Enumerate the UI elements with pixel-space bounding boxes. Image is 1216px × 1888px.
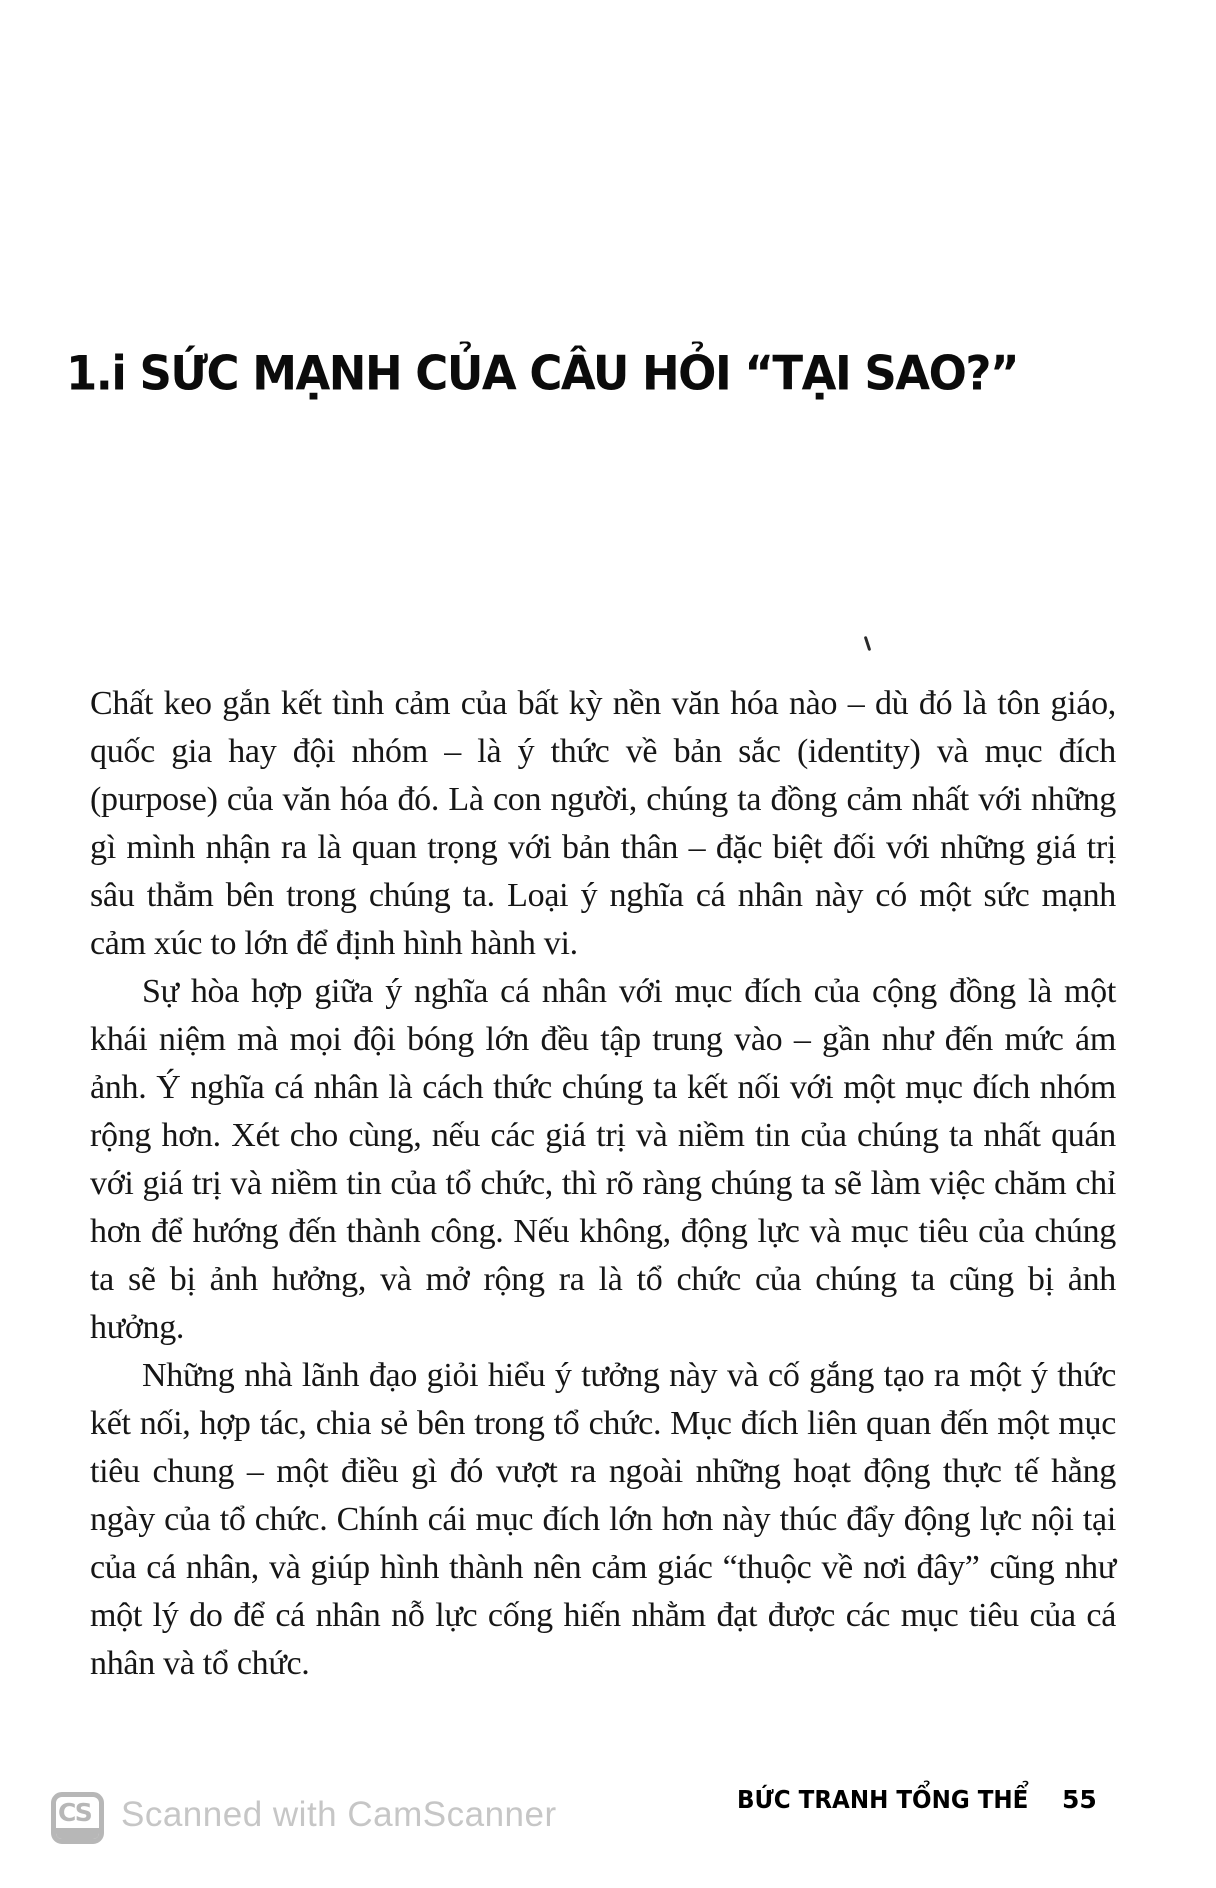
camscanner-logo-icon <box>51 1792 104 1844</box>
footer-running-title: BỨC TRANH TỔNG THỂ <box>737 1785 1029 1814</box>
camscanner-watermark-label: Scanned with CamScanner <box>121 1795 557 1834</box>
body-paragraph: Những nhà lãnh đạo giỏi hiểu ý tưởng này và cố gắng tạo ra một ý thức kết nối, hợp tác, chia sẻ bên trong tổ chức. Mục đích liên quan đến một mục tiêu chung – một điều gì đó vượt ra ngoài những hoạt động thực tế hằng ngày của tổ chức. Chính cái mục đích lớn hơn này thúc đẩy động lực nội tại của cá nhân, và giúp hình thành nên cảm giác “thuộc về nơi đây” cũng như một lý do để cá nhân nỗ lực cống hiến nhằm đạt được các mục tiêu của cá nhân và tổ chức. <box>90 1357 1116 1682</box>
body-paragraph: Sự hòa hợp giữa ý nghĩa cá nhân với mục đích của cộng đồng là một khái niệm mà mọi đội bóng lớn đều tập trung vào – gần như đến mức ám ảnh. Ý nghĩa cá nhân là cách thức chúng ta kết nối với một mục đích nhóm rộng hơn. Xét cho cùng, nếu các giá trị và niềm tin của chúng ta nhất quán với giá trị và niềm tin của tổ chức, thì rõ ràng chúng ta sẽ làm việc chăm chỉ hơn để hướng đến thành công. Nếu không, động lực và mục tiêu của chúng ta sẽ bị ảnh hưởng, và mở rộng ra là tổ chức của chúng ta cũng bị ảnh hưởng. <box>90 973 1116 1346</box>
camscanner-logo-bar <box>56 1828 99 1839</box>
footer-page-number: 55 <box>1062 1785 1097 1814</box>
body-text-block <box>90 680 1116 1688</box>
camscanner-logo-text: CS <box>58 1798 91 1827</box>
body-paragraph: Chất keo gắn kết tình cảm của bất kỳ nền văn hóa nào – dù đó là tôn giáo, quốc gia hay đội nhóm – là ý thức về bản sắc (identity) và mục đích (purpose) của văn hóa đó. Là con người, chúng ta đồng cảm nhất với những gì mình nhận ra là quan trọng với bản thân – đặc biệt đối với những giá trị sâu thẳm bên trong chúng ta. Loại ý nghĩa cá nhân này có một sức mạnh cảm xúc to lớn để định hình hành vi. <box>90 685 1116 962</box>
section-heading: 1.i SỨC MẠNH CỦA CÂU HỎI “TẠI SAO?” <box>66 346 1019 402</box>
scan-artifact-mark <box>864 636 871 651</box>
